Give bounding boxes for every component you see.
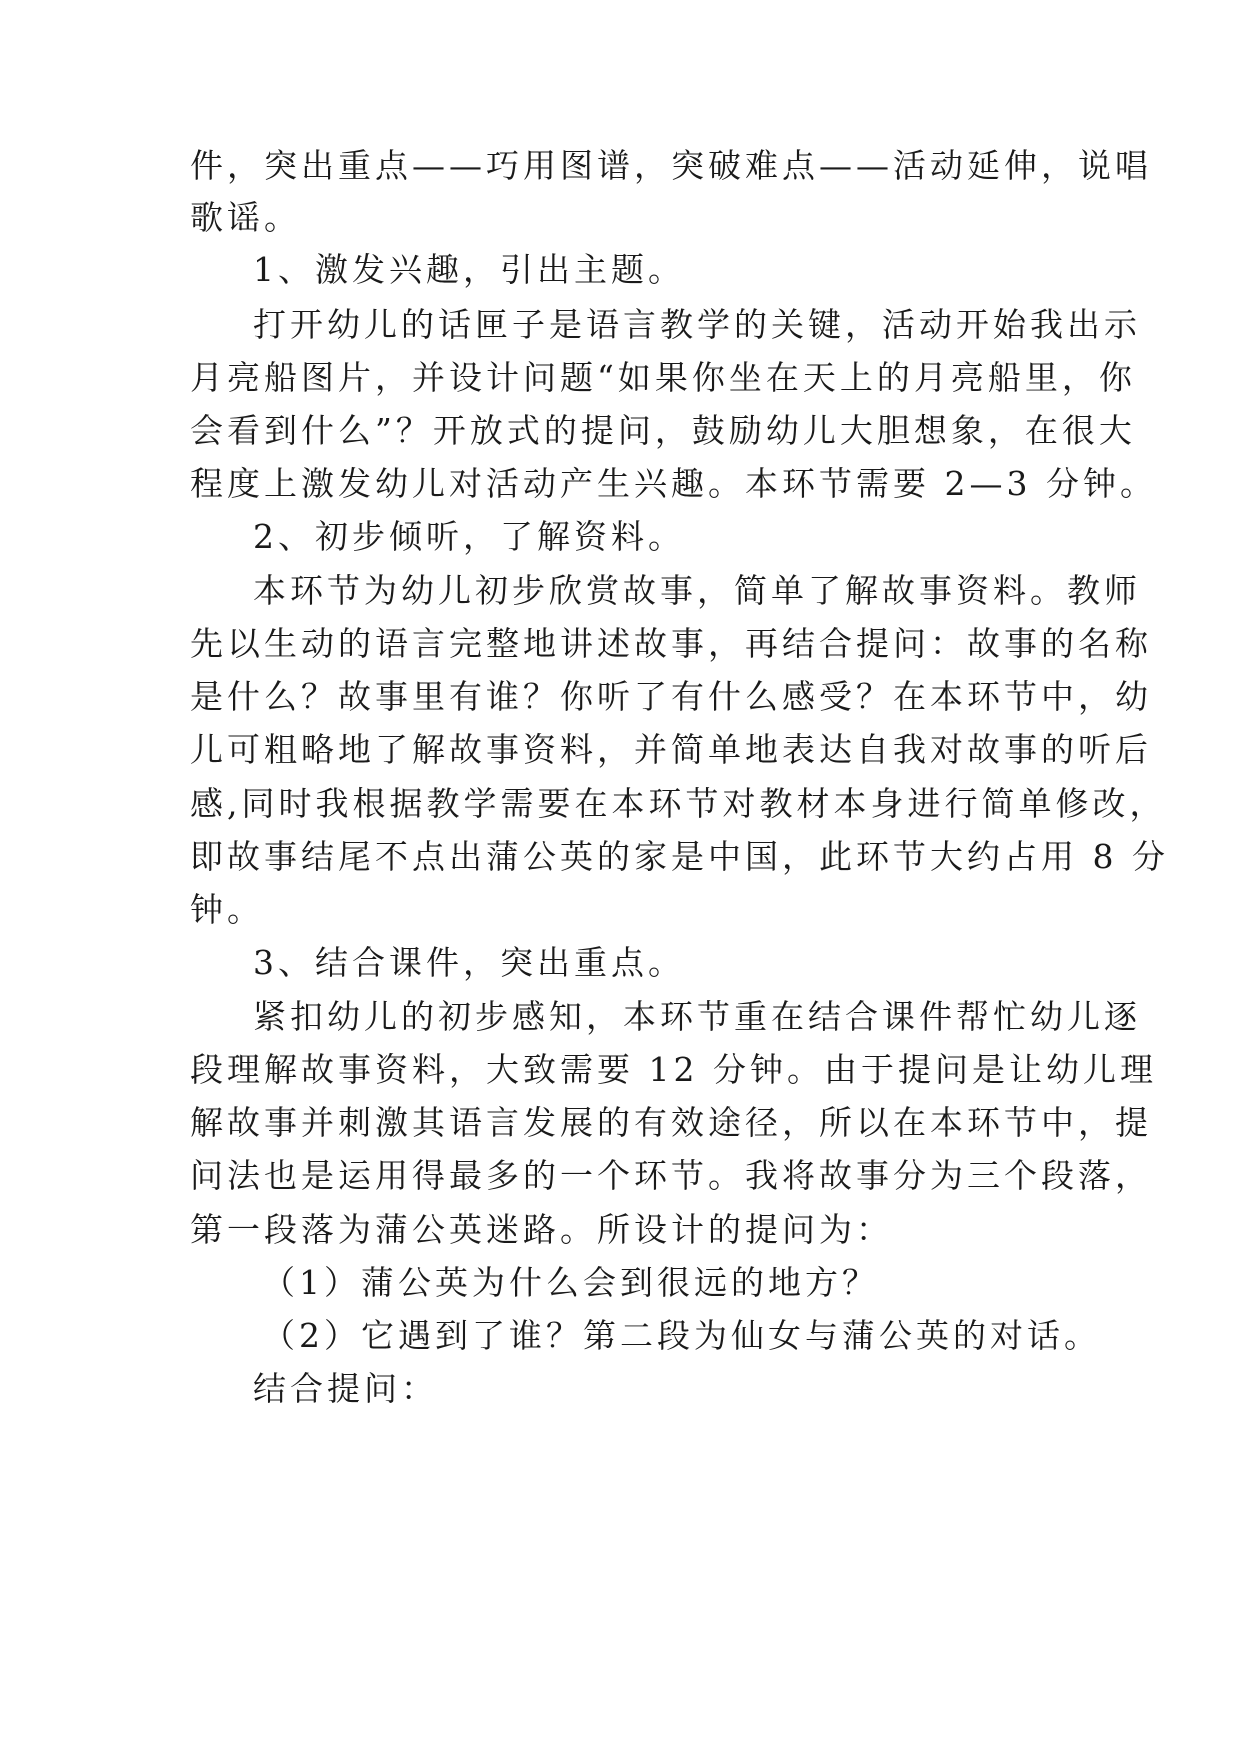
text-line: 歌谣。	[190, 198, 301, 237]
list-item: （2）它遇到了谁？第二段为仙女与蒲公英的对话。	[262, 1316, 1101, 1355]
text-line: 是什么？故事里有谁？你听了有什么感受？在本环节中，幼	[190, 677, 1152, 716]
text-line: 先以生动的语言完整地讲述故事，再结合提问：故事的名称	[190, 624, 1152, 663]
text-line: 月亮船图片，并设计问题“如果你坐在天上的月亮船里，你	[190, 358, 1136, 397]
text-line: 即故事结尾不点出蒲公英的家是中国，此环节大约占用 8 分	[190, 837, 1169, 876]
text-line: 儿可粗略地了解故事资料，并简单地表达自我对故事的听后	[190, 730, 1152, 769]
section-heading: 1、激发兴趣，引出主题。	[253, 250, 685, 289]
list-item: （1）蒲公英为什么会到很远的地方？	[262, 1263, 879, 1302]
text-line: 钟。	[190, 890, 264, 929]
text-line: 结合提问：	[253, 1369, 438, 1408]
text-line: 会看到什么”？开放式的提问，鼓励幼儿大胆想象，在很大	[190, 411, 1136, 450]
text-line: 本环节为幼儿初步欣赏故事，简单了解故事资料。教师	[253, 571, 1141, 610]
text-line: 解故事并刺激其语言发展的有效途径，所以在本环节中，提	[190, 1103, 1152, 1142]
text-line: 打开幼儿的话匣子是语言教学的关键，活动开始我出示	[253, 305, 1141, 344]
text-line: 问法也是运用得最多的一个环节。我将故事分为三个段落，	[190, 1156, 1152, 1195]
text-line: 段理解故事资料，大致需要 12 分钟。由于提问是让幼儿理	[190, 1050, 1157, 1089]
text-line: 程度上激发幼儿对活动产生兴趣。本环节需要 2—3 分钟。	[190, 464, 1157, 503]
section-heading: 2、初步倾听，了解资料。	[253, 517, 685, 556]
text-line: 紧扣幼儿的初步感知，本环节重在结合课件帮忙幼儿逐	[253, 997, 1141, 1036]
text-line: 第一段落为蒲公英迷路。所设计的提问为：	[190, 1210, 893, 1249]
section-heading: 3、结合课件，突出重点。	[253, 943, 685, 982]
text-line: 件，突出重点——巧用图谱，突破难点——活动延伸，说唱	[190, 146, 1152, 185]
text-line: 感,同时我根据教学需要在本环节对教材本身进行简单修改，	[190, 784, 1167, 823]
